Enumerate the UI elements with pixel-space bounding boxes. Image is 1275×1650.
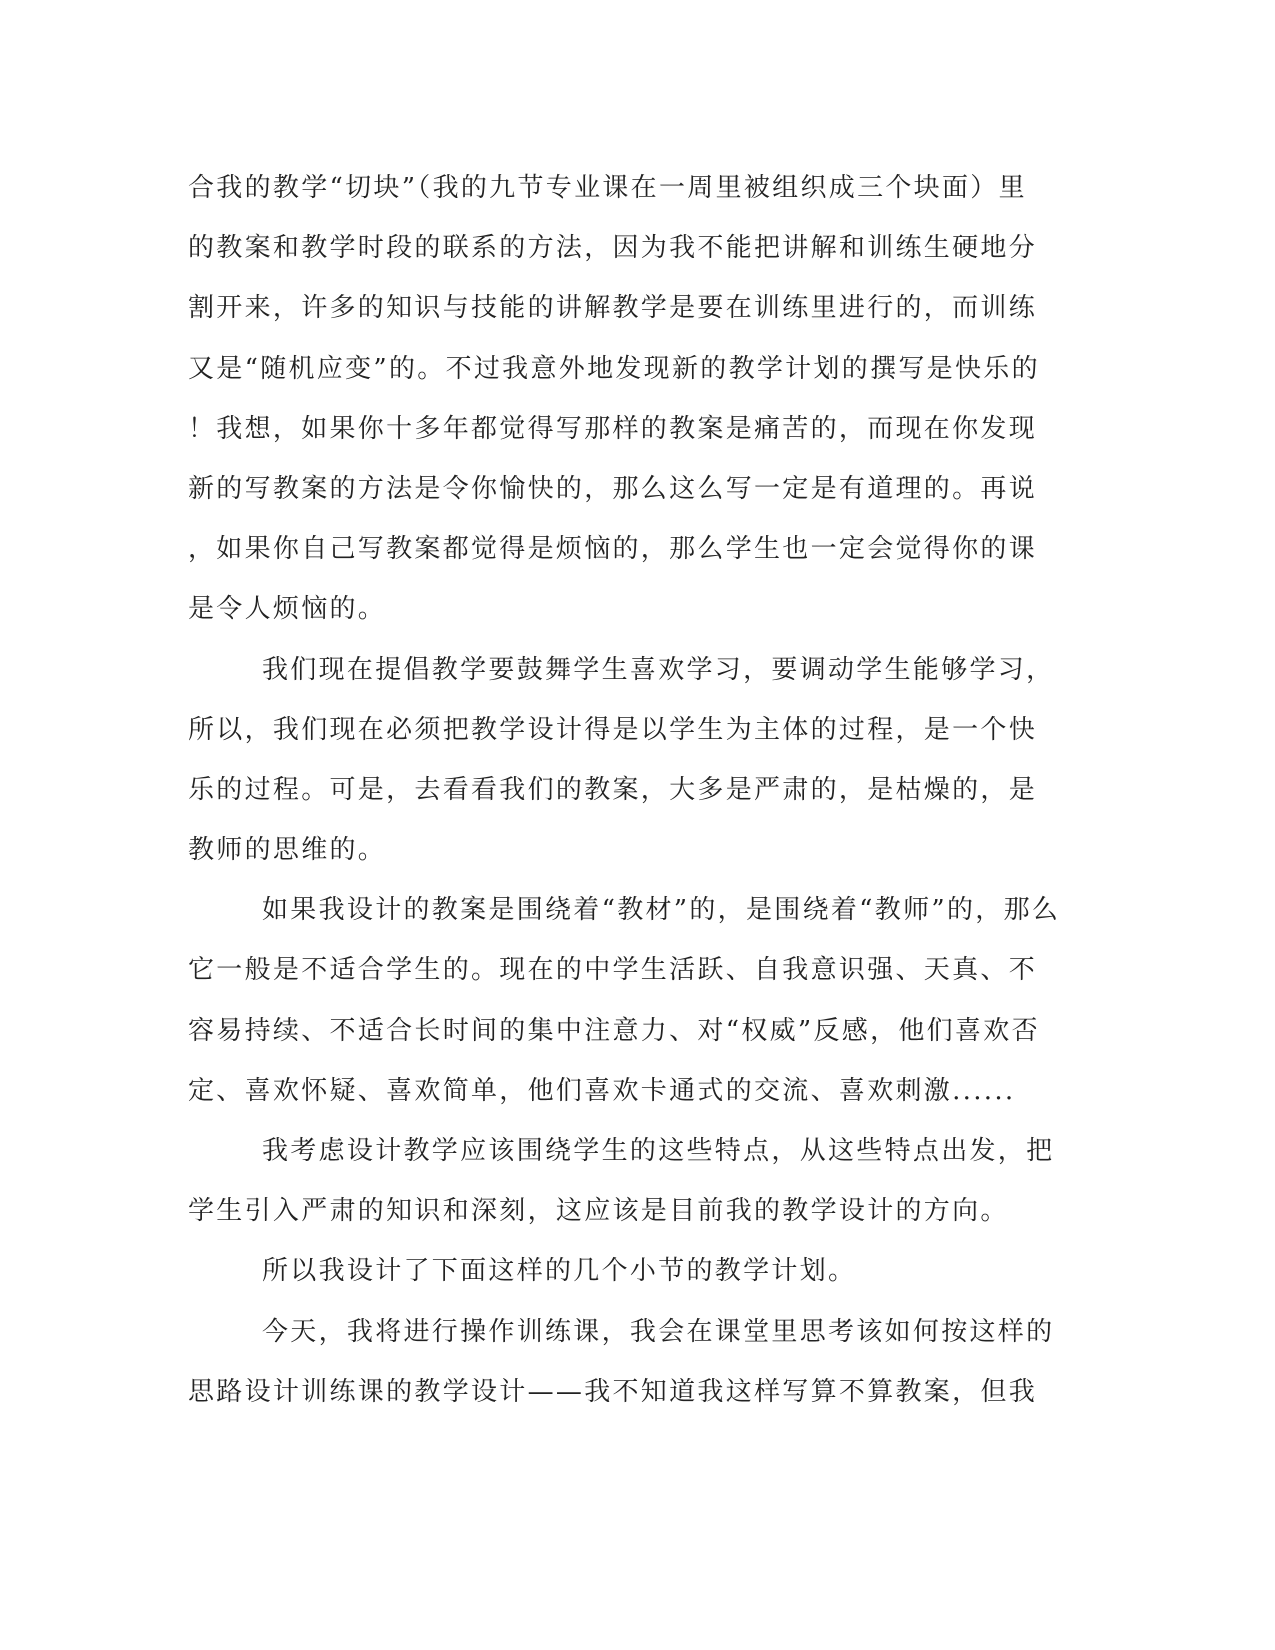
text-line: 割开来，许多的知识与技能的讲解教学是要在训练里进行的，而训练 [188, 293, 1038, 324]
text-line: 的教案和教学时段的联系的方法，因为我不能把讲解和训练生硬地分 [188, 233, 1038, 264]
text-line: 思路设计训练课的教学设计——我不知道我这样写算不算教案，但我 [188, 1376, 1038, 1407]
text-line: ！我想，如果你十多年都觉得写那样的教案是痛苦的，而现在你发现 [188, 413, 1038, 444]
text-line: 乐的过程。可是，去看看我们的教案，大多是严肃的，是枯燥的，是 [188, 774, 1038, 805]
body-text [188, 158, 1068, 1422]
text-line: 容易持续、不适合长时间的集中注意力、对“权威”反感，他们喜欢否 [188, 1015, 1040, 1046]
text-line: 合我的教学“切块”（我的九节专业课在一周里被组织成三个块面）里 [188, 173, 1027, 203]
text-line: ，如果你自己写教案都觉得是烦恼的，那么学生也一定会觉得你的课 [188, 534, 1038, 565]
paragraph-start-line: 如果我设计的教案是围绕着“教材”的，是围绕着“教师”的，那么 [262, 895, 1061, 926]
paragraph-start-line: 所以我设计了下面这样的几个小节的教学计划。 [262, 1256, 857, 1287]
text-line: 所以，我们现在必须把教学设计得是以学生为主体的过程，是一个快 [188, 714, 1038, 745]
paragraph-start-line: 我考虑设计教学应该围绕学生的这些特点，从这些特点出发，把 [262, 1136, 1055, 1166]
text-line: 又是“随机应变”的。不过我意外地发现新的教学计划的撰写是快乐的 [188, 353, 1040, 384]
text-line: 它一般是不适合学生的。现在的中学生活跃、自我意识强、天真、不 [188, 955, 1038, 986]
paragraph-start-line: 今天，我将进行操作训练课，我会在课堂里思考该如何按这样的 [262, 1316, 1055, 1347]
paragraph-start-line: 我们现在提倡教学要鼓舞学生喜欢学习，要调动学生能够学习， [262, 654, 1055, 685]
text-line: 是令人烦恼的。 [188, 594, 387, 625]
text-line: 教师的思维的。 [188, 835, 387, 866]
text-line: 新的写教案的方法是令你愉快的，那么这么写一定是有道理的。再说 [188, 473, 1038, 504]
text-line: 学生引入严肃的知识和深刻，这应该是目前我的教学设计的方向。 [188, 1196, 1009, 1227]
text-line: 定、喜欢怀疑、喜欢简单，他们喜欢卡通式的交流、喜欢刺激...... [188, 1075, 1016, 1106]
